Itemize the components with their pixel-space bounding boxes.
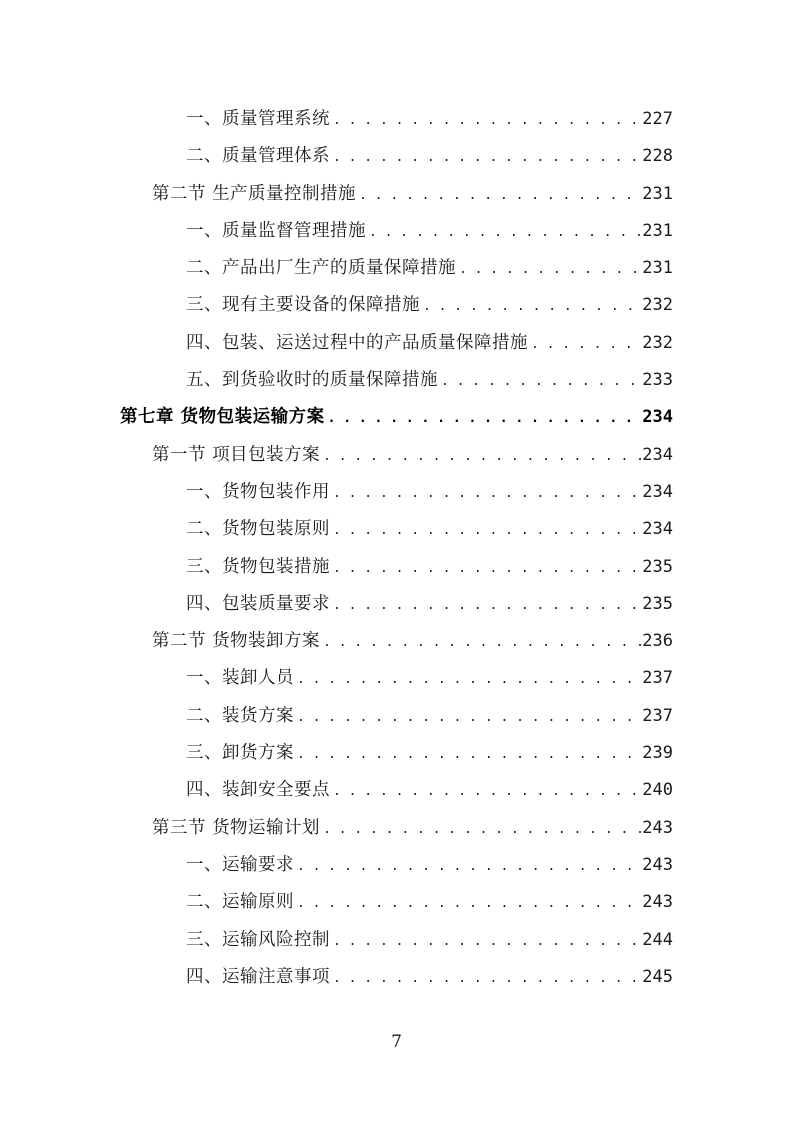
toc-entry-page-number: 234 [642, 519, 673, 540]
toc-chapter-row[interactable] [0, 399, 793, 436]
dot-leader [356, 177, 642, 214]
dot-leader [294, 661, 642, 698]
toc-item-row[interactable] [0, 325, 793, 362]
toc-entry-label: 第一节 项目包装方案 [152, 444, 321, 465]
dot-leader [294, 736, 642, 773]
toc-entry[interactable] [186, 287, 673, 325]
dot-leader [320, 811, 642, 848]
toc-entry-label: 三、运输风险控制 [186, 929, 330, 950]
toc-item-row[interactable] [0, 250, 793, 287]
toc-entry-page-number: 235 [642, 556, 673, 577]
toc-item-row[interactable] [0, 474, 793, 511]
dot-leader [330, 512, 642, 549]
toc-entry-label: 二、货物包装原则 [186, 519, 330, 540]
toc-entry-page-number: 231 [642, 258, 673, 279]
toc-entry[interactable] [186, 511, 673, 549]
toc-entry-label: 二、质量管理体系 [186, 146, 330, 167]
dot-leader [528, 326, 642, 363]
dot-leader [330, 550, 642, 587]
toc-entry-page-number: 228 [642, 146, 673, 167]
toc-section-row[interactable] [0, 623, 793, 660]
toc-item-row[interactable] [0, 287, 793, 324]
toc-entry-label: 第二节 生产质量控制措施 [152, 183, 357, 204]
toc-entry[interactable] [186, 922, 673, 960]
toc-entry[interactable] [186, 959, 673, 997]
toc-item-row[interactable] [0, 922, 793, 959]
toc-entry[interactable] [152, 810, 673, 848]
toc-item-row[interactable] [0, 772, 793, 809]
toc-entry-label: 一、运输要求 [186, 854, 294, 875]
toc-entry[interactable] [186, 213, 673, 251]
toc-entry-page-number: 243 [642, 892, 673, 913]
toc-entry-label: 五、到货验收时的质量保障措施 [186, 370, 438, 391]
toc-entry-label: 第七章 货物包装运输方案 [120, 407, 325, 428]
toc-entry[interactable] [186, 735, 673, 773]
dot-leader [294, 699, 642, 736]
toc-entry-label: 一、质量管理系统 [186, 109, 330, 129]
toc-item-row[interactable] [0, 959, 793, 996]
toc-entry[interactable] [186, 138, 673, 176]
dot-leader [294, 848, 642, 885]
dot-leader [330, 773, 642, 810]
toc-entry[interactable] [186, 884, 673, 922]
toc-entry-page-number: 240 [642, 780, 673, 801]
toc-entry-page-number: 236 [642, 631, 673, 652]
toc-entry-page-number: 227 [642, 109, 673, 129]
toc-item-row[interactable] [0, 586, 793, 623]
toc-entry-page-number: 237 [642, 668, 673, 689]
toc-item-row[interactable] [0, 138, 793, 175]
toc-entry-page-number: 239 [642, 743, 673, 764]
toc-entry-page-number: 243 [642, 854, 673, 875]
toc-entry-page-number: 244 [642, 929, 673, 950]
toc-entry-label: 二、装货方案 [186, 705, 294, 726]
toc-entry-page-number: 234 [642, 444, 673, 465]
toc-entry-page-number: 234 [642, 407, 673, 428]
toc-entry[interactable] [186, 698, 673, 736]
toc-entry[interactable] [186, 586, 673, 624]
dot-leader [294, 885, 642, 922]
dot-leader [325, 400, 643, 437]
toc-section-row[interactable] [0, 810, 793, 847]
toc-entry-label: 三、现有主要设备的保障措施 [186, 295, 420, 316]
dot-leader [330, 923, 642, 960]
toc-entry-label: 第二节 货物装卸方案 [152, 631, 321, 652]
toc-entry[interactable] [186, 250, 673, 288]
dot-leader [420, 288, 642, 325]
toc-entry-label: 三、货物包装措施 [186, 556, 330, 577]
dot-leader [330, 139, 642, 176]
dot-leader [320, 438, 642, 475]
toc-item-row[interactable] [0, 698, 793, 735]
dot-leader [366, 214, 642, 251]
toc-entry[interactable] [152, 176, 673, 214]
toc-entry[interactable] [186, 362, 673, 400]
toc-item-row[interactable] [0, 511, 793, 548]
toc-entry-page-number: 234 [642, 481, 673, 502]
toc-entry-label: 四、运输注意事项 [186, 966, 330, 987]
toc-item-row[interactable] [0, 735, 793, 772]
toc-entry-page-number: 232 [642, 332, 673, 353]
toc-entry-label: 四、包装质量要求 [186, 593, 330, 614]
toc-entry[interactable] [152, 437, 673, 475]
toc-entry-page-number: 233 [642, 370, 673, 391]
toc-entry[interactable] [186, 474, 673, 512]
dot-leader [330, 587, 642, 624]
toc-entry-label: 第三节 货物运输计划 [152, 817, 321, 838]
toc-item-row[interactable] [0, 101, 793, 138]
dot-leader [456, 251, 642, 288]
toc-entry-page-number: 235 [642, 593, 673, 614]
page-number: 7 [391, 1032, 402, 1052]
toc-entry-page-number: 243 [642, 817, 673, 838]
toc-entry[interactable] [186, 772, 673, 810]
dot-leader [438, 363, 642, 400]
toc-section-row[interactable] [0, 437, 793, 474]
toc-item-row[interactable] [0, 362, 793, 399]
toc-entry-label: 四、包装、运送过程中的产品质量保障措施 [186, 332, 528, 353]
toc-entry-page-number: 232 [642, 295, 673, 316]
toc-entry-label: 二、产品出厂生产的质量保障措施 [186, 258, 456, 279]
toc-entry-label: 一、装卸人员 [186, 668, 294, 689]
toc-entry-label: 四、装卸安全要点 [186, 780, 330, 801]
toc-entry[interactable] [186, 101, 673, 139]
dot-leader [330, 102, 642, 139]
toc-item-row[interactable] [0, 847, 793, 884]
toc-entry[interactable] [120, 399, 673, 437]
toc-item-row[interactable] [0, 660, 793, 697]
dot-leader [320, 624, 642, 661]
toc-entry-page-number: 237 [642, 705, 673, 726]
table-of-contents [0, 101, 793, 996]
toc-entry-label: 三、卸货方案 [186, 743, 294, 764]
toc-item-row[interactable] [0, 884, 793, 921]
dot-leader [330, 475, 642, 512]
dot-leader [330, 960, 642, 997]
toc-entry[interactable] [152, 623, 673, 661]
toc-entry[interactable] [186, 660, 673, 698]
toc-item-row[interactable] [0, 549, 793, 586]
toc-entry-label: 二、运输原则 [186, 892, 294, 913]
toc-entry-label: 一、货物包装作用 [186, 481, 330, 502]
toc-item-row[interactable] [0, 213, 793, 250]
toc-entry-page-number: 231 [642, 183, 673, 204]
toc-entry[interactable] [186, 549, 673, 587]
toc-entry-page-number: 245 [642, 966, 673, 987]
toc-entry[interactable] [186, 847, 673, 885]
toc-entry[interactable] [186, 325, 673, 363]
toc-section-row[interactable] [0, 176, 793, 213]
toc-entry-page-number: 231 [642, 220, 673, 241]
toc-entry-label: 一、质量监督管理措施 [186, 220, 366, 241]
